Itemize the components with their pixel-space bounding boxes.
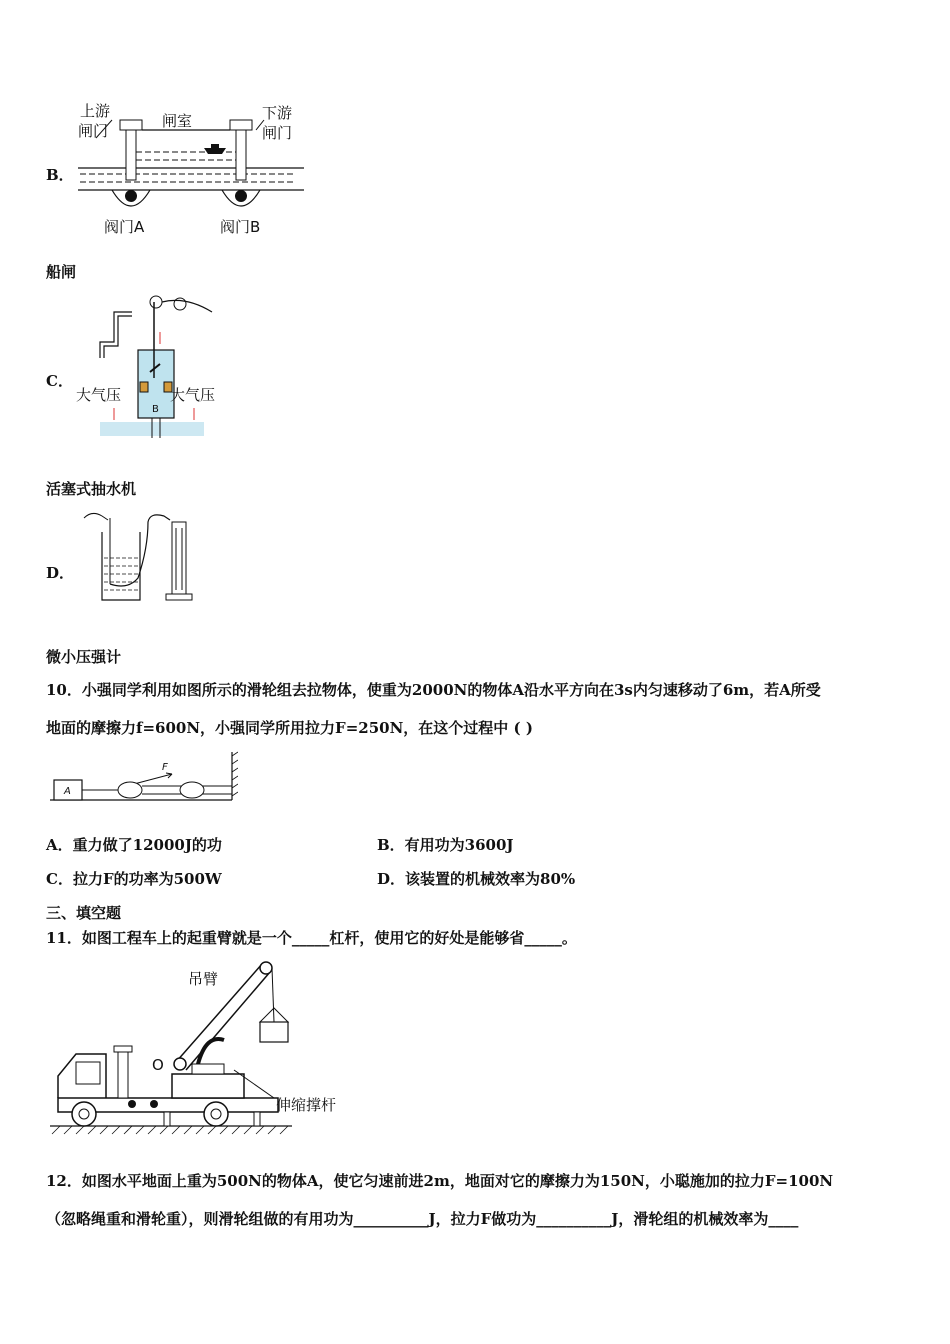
q10-option-d: D．该装置的机械效率为80% <box>377 870 576 888</box>
q10-line-2: 地面的摩擦力f=600N，小强同学所用拉力F=250N，在这个过程中 ( ) <box>46 719 533 737</box>
q12-line-1: 12．如图水平地面上重为500N的物体A，使它匀速前进2m，地面对它的摩擦力为150N，小聪施加的拉力F=100N <box>46 1172 834 1190</box>
crane-truck-figure <box>48 958 348 1138</box>
block-a-label: A <box>64 786 71 797</box>
ship-lock-figure <box>76 100 306 240</box>
option-c-caption: 活塞式抽水机 <box>46 480 137 498</box>
label-boom: 吊臂 <box>188 970 219 988</box>
q10-option-c: C．拉力F的功率为500W <box>46 870 222 888</box>
q10-option-a: A．重力做了12000J的功 <box>46 836 222 854</box>
q10-line-1: 10．小强同学利用如图所示的滑轮组去拉物体，使重为2000N的物体A沿水平方向在3s内匀速移动了6m，若A所受 <box>46 681 821 699</box>
force-f-label: F <box>162 762 168 773</box>
option-d-letter: D． <box>46 564 75 582</box>
label-valve-a: 阀门A <box>104 218 145 236</box>
q10-option-b: B．有用功为3600J <box>377 836 514 854</box>
label-atm-right: 大气压 <box>170 386 216 404</box>
piston-pump-figure <box>74 292 224 444</box>
section-title: 三、填空题 <box>46 904 122 922</box>
label-b: B <box>152 404 159 415</box>
option-b-caption: 船闸 <box>46 263 77 281</box>
option-c-letter: C． <box>46 372 73 390</box>
label-upstream-gate: 闸门 <box>78 122 109 140</box>
label-valve-b: 阀门B <box>220 218 261 236</box>
q11-text: 11．如图工程车上的起重臂就是一个_____杠杆，使用它的好处是能够省_____。 <box>46 929 577 947</box>
q12-line-2: （忽略绳重和滑轮重），则滑轮组做的有用功为__________J，拉力F做功为__________J，滑轮组的机械效率为____ <box>46 1210 799 1228</box>
label-downstream: 下游 <box>262 104 293 122</box>
pulley-figure-q10 <box>46 748 238 806</box>
label-downstream-gate: 闸门 <box>262 124 293 142</box>
label-pivot-o: O <box>152 1056 164 1074</box>
label-chamber: 闸室 <box>162 112 193 130</box>
pressure-gauge-figure <box>78 508 198 608</box>
label-atm-left: 大气压 <box>76 386 122 404</box>
label-upstream: 上游 <box>80 102 111 120</box>
option-b-letter: B． <box>46 166 74 184</box>
label-strut: 伸缩撑杆 <box>276 1096 337 1114</box>
option-d-caption: 微小压强计 <box>46 648 122 666</box>
